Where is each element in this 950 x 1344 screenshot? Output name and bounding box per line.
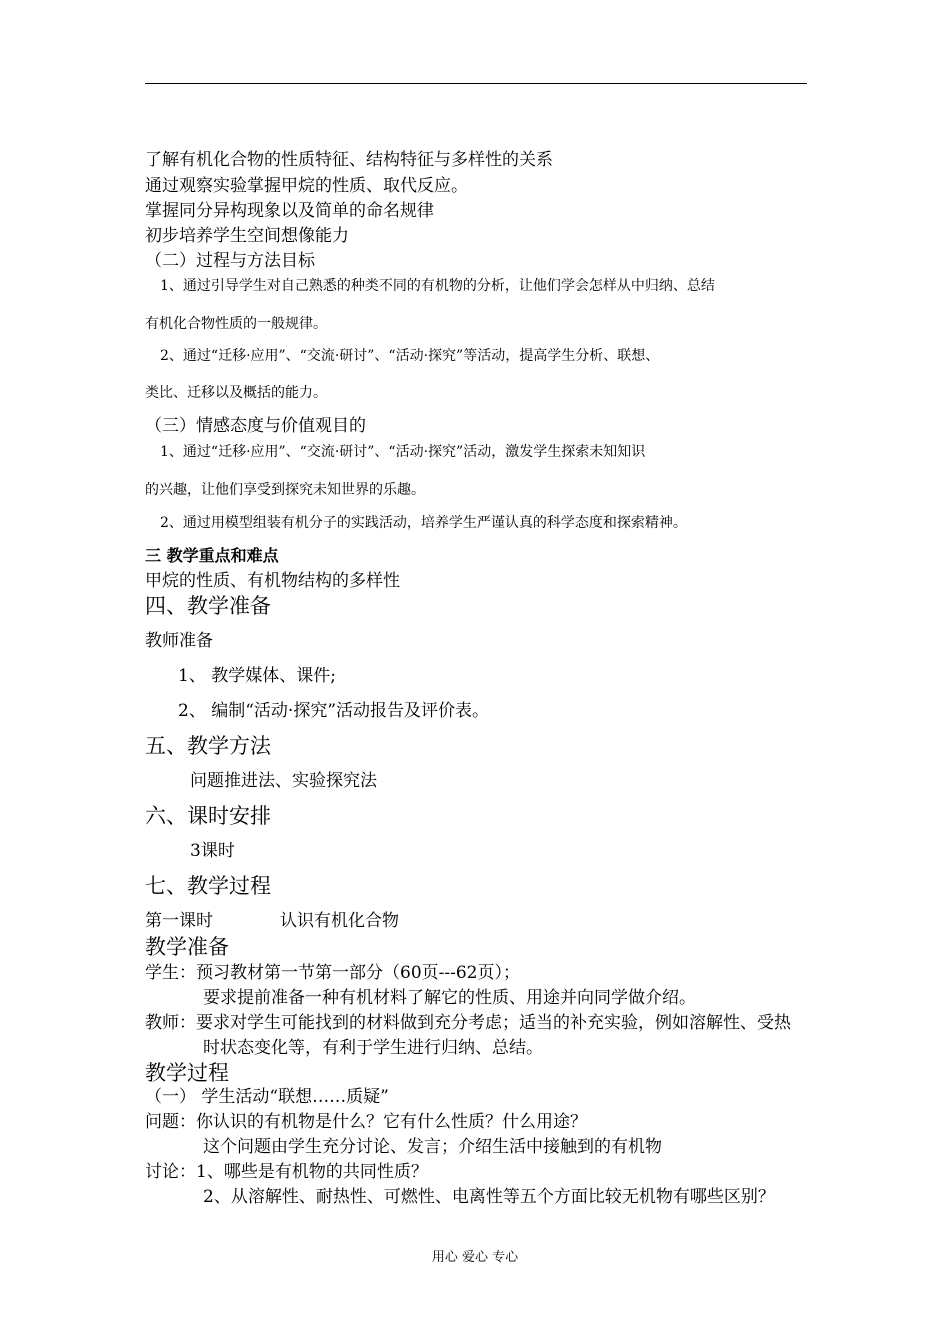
attitude-item-1-cont: 的兴趣，让他们享受到探究未知世界的乐趣。 [145, 482, 425, 498]
schedule-text: 3课时 [190, 841, 235, 861]
subheading-process: 教学过程 [145, 1061, 229, 1085]
section-heading-schedule: 六、课时安排 [145, 804, 271, 828]
attitude-item-1: 1、通过“迁移·应用”、“交流·研讨”、“活动·探究”活动，激发学生探索未知知识 [160, 444, 646, 460]
header-rule [145, 83, 807, 84]
section-heading-process-teaching: 七、教学过程 [145, 874, 271, 898]
lesson-title: 认识有机化合物 [280, 911, 399, 931]
preparation-item-2: 2、 编制“活动·探究”活动报告及评价表。 [178, 701, 490, 721]
teacher-prep-line-2: 时状态变化等，有利于学生进行归纳、总结。 [203, 1038, 543, 1058]
attitude-item-2: 2、通过用模型组装有机分子的实践活动，培养学生严谨认真的科学态度和探索精神。 [160, 515, 687, 531]
section-heading-preparation: 四、教学准备 [145, 594, 271, 618]
section-heading-key-points: 三 教学重点和难点 [145, 546, 279, 565]
teacher-prep-line: 教师：要求对学生可能找到的材料做到充分考虑；适当的补充实验，例如溶解性、受热 [145, 1013, 791, 1033]
teacher-preparation-label: 教师准备 [145, 631, 213, 651]
section-heading-attitude: （三）情感态度与价值观目的 [145, 416, 366, 436]
objective-line-1: 了解有机化合物的性质特征、结构特征与多样性的关系 [145, 150, 553, 170]
discussion-line-1: 讨论：1、哪些是有机物的共同性质？ [145, 1162, 428, 1182]
subheading-preparation: 教学准备 [145, 935, 229, 959]
methods-text: 问题推进法、实验探究法 [190, 771, 377, 791]
section-heading-process: （二）过程与方法目标 [145, 251, 315, 271]
preparation-item-1: 1、 教学媒体、课件; [178, 666, 336, 686]
question-line-2: 这个问题由学生充分讨论、发言；介绍生活中接触到的有机物 [203, 1137, 662, 1157]
key-points-text: 甲烷的性质、有机物结构的多样性 [145, 571, 400, 591]
process-item-2: 2、通过“迁移·应用”、“交流·研讨”、“活动·探究”等活动，提高学生分析、联想、 [160, 348, 660, 364]
page-footer: 用心 爱心 专心 [431, 1250, 519, 1265]
student-prep-line-2: 要求提前准备一种有机材料了解它的性质、用途并向同学做介绍。 [203, 988, 696, 1008]
question-line: 问题：你认识的有机物是什么？它有什么性质？什么用途？ [145, 1112, 587, 1132]
objective-line-2: 通过观察实验掌握甲烷的性质、取代反应。 [145, 176, 468, 196]
section-heading-methods: 五、教学方法 [145, 734, 271, 758]
discussion-line-2: 2、从溶解性、耐热性、可燃性、电离性等五个方面比较无机物有哪些区别？ [203, 1187, 775, 1207]
process-item-1: 1、通过引导学生对自己熟悉的种类不同的有机物的分析，让他们学会怎样从中归纳、总结 [160, 278, 715, 294]
student-prep-line: 学生：预习教材第一节第一部分（60页---62页）； [145, 963, 520, 983]
objective-line-3: 掌握同分异构现象以及简单的命名规律 [145, 201, 434, 221]
objective-line-4: 初步培养学生空间想像能力 [145, 226, 349, 246]
process-item-1-cont: 有机化合物性质的一般规律。 [145, 316, 327, 332]
process-item-2-cont: 类比、迁移以及概括的能力。 [145, 385, 327, 401]
lesson-number: 第一课时 [145, 911, 213, 931]
activity-heading: （一） 学生活动“联想……质疑” [145, 1087, 389, 1107]
